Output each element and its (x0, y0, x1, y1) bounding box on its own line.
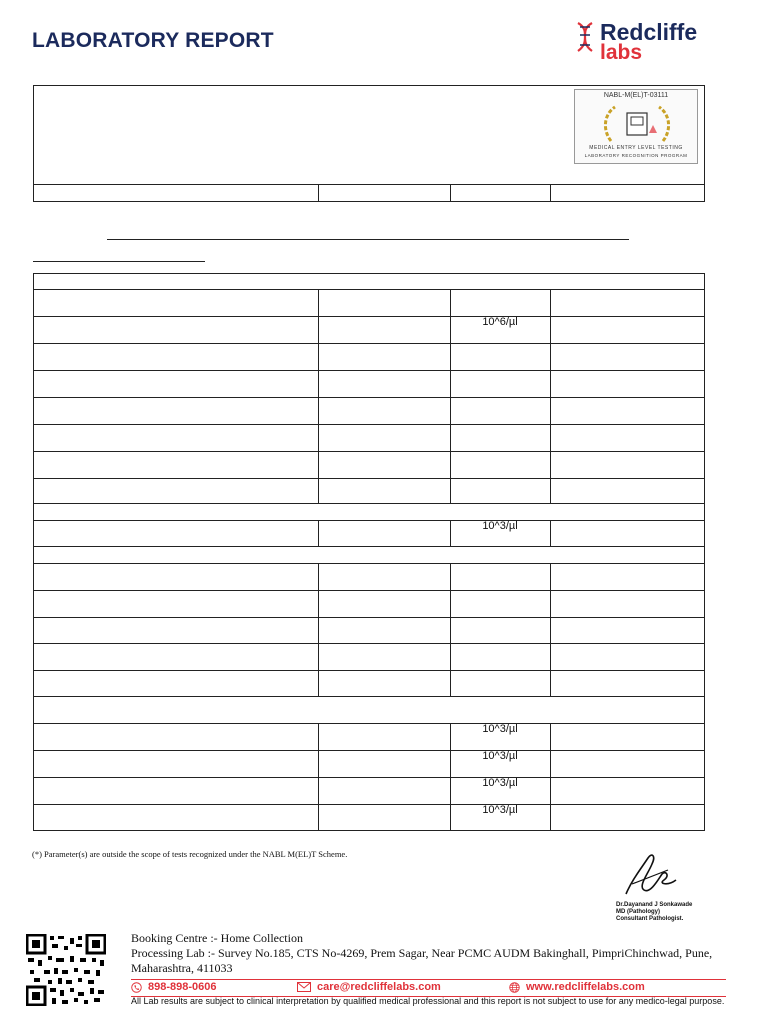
table-row (33, 316, 705, 317)
table-row (33, 343, 705, 344)
table-col-divider (550, 723, 551, 831)
globe-icon (509, 982, 520, 993)
nabl-program-line2: LABORATORY RECOGNITION PROGRAM (584, 153, 688, 158)
nabl-program-line1: MEDICAL ENTRY LEVEL TESTING (589, 145, 683, 151)
report-title: LABORATORY REPORT (32, 29, 274, 52)
logo-text-redcliffe: Redcliffe (600, 19, 698, 45)
table-col-divider (318, 563, 319, 696)
signature (618, 850, 688, 900)
table-col-divider (318, 520, 319, 546)
table-col-divider (550, 289, 551, 503)
booking-centre: Booking Centre :- Home Collection (131, 931, 303, 945)
unit-cell: 10^3/µl (482, 804, 518, 816)
nabl-footnote: (*) Parameter(s) are outside the scope of tests recognized under the NABL M(EL)T Scheme. (32, 849, 348, 859)
laurel-icon (601, 103, 673, 145)
table-row (33, 520, 705, 521)
booking-info (131, 931, 712, 976)
website-contact[interactable] (509, 981, 645, 993)
processing-lab-cont: Maharashtra, 411033 (131, 961, 233, 975)
logo-text-labs: labs (600, 41, 643, 64)
unit-cell: 10^3/µl (482, 520, 518, 532)
processing-lab: Processing Lab :- Survey No.185, CTS No-4269, Prem Sagar, Near PCMC AUDM Bakinghall, PimpriChinchwad, Pune, (131, 946, 713, 960)
table-col-divider (318, 289, 319, 503)
results-table (33, 273, 705, 831)
phone-icon (131, 982, 142, 993)
email-contact[interactable] (297, 981, 441, 993)
table-col-divider (550, 520, 551, 546)
table-row (33, 643, 705, 644)
table-row (33, 289, 705, 290)
unit-cell: 10^3/µl (482, 723, 518, 735)
table-row (33, 696, 705, 697)
table-col-divider (450, 563, 451, 696)
phone-number: 898-898-0606 (148, 981, 217, 993)
email-address: care@redcliffelabs.com (317, 981, 441, 993)
table-row (33, 804, 705, 805)
signatory-block (616, 902, 692, 923)
legal-disclaimer: All Lab results are subject to clinical interpretation by qualified medical professional and this report is not subject to use for any medico-legal purpose. (131, 996, 725, 1006)
nabl-code: NABL-M(EL)T-03111 (603, 92, 669, 99)
table-row (33, 723, 705, 724)
contact-bar (131, 979, 726, 997)
table-row (33, 503, 705, 504)
section-title-underline (33, 261, 205, 262)
table-row (33, 670, 705, 671)
signatory-title: Consultant Pathologist. (616, 916, 684, 922)
table-row (33, 617, 705, 618)
table-row (33, 397, 705, 398)
nabl-badge (574, 89, 698, 164)
table-col-divider (550, 563, 551, 696)
info-divider (33, 184, 705, 185)
signatory-name: Dr.Dayanand J Sonkawade (616, 902, 693, 908)
dna-icon (574, 21, 596, 61)
test-title-underline (107, 239, 629, 240)
table-row (33, 478, 705, 479)
table-col-divider (318, 723, 319, 831)
table-row (33, 590, 705, 591)
info-col-divider (318, 184, 319, 202)
redcliffe-logo (574, 19, 714, 67)
info-col-divider (550, 184, 551, 202)
phone-contact[interactable] (131, 981, 217, 993)
table-row (33, 750, 705, 751)
signatory-qualification: MD (Pathology) (616, 909, 660, 915)
table-row (33, 777, 705, 778)
table-row (33, 563, 705, 564)
table-row (33, 451, 705, 452)
unit-cell: 10^6/µl (482, 316, 518, 328)
table-row (33, 370, 705, 371)
info-col-divider (450, 184, 451, 202)
unit-cell: 10^3/µl (482, 777, 518, 789)
unit-cell: 10^3/µl (482, 750, 518, 762)
mail-icon (297, 982, 311, 992)
table-row (33, 546, 705, 547)
table-row (33, 424, 705, 425)
qr-code (26, 934, 106, 1006)
website-url: www.redcliffelabs.com (526, 981, 645, 993)
